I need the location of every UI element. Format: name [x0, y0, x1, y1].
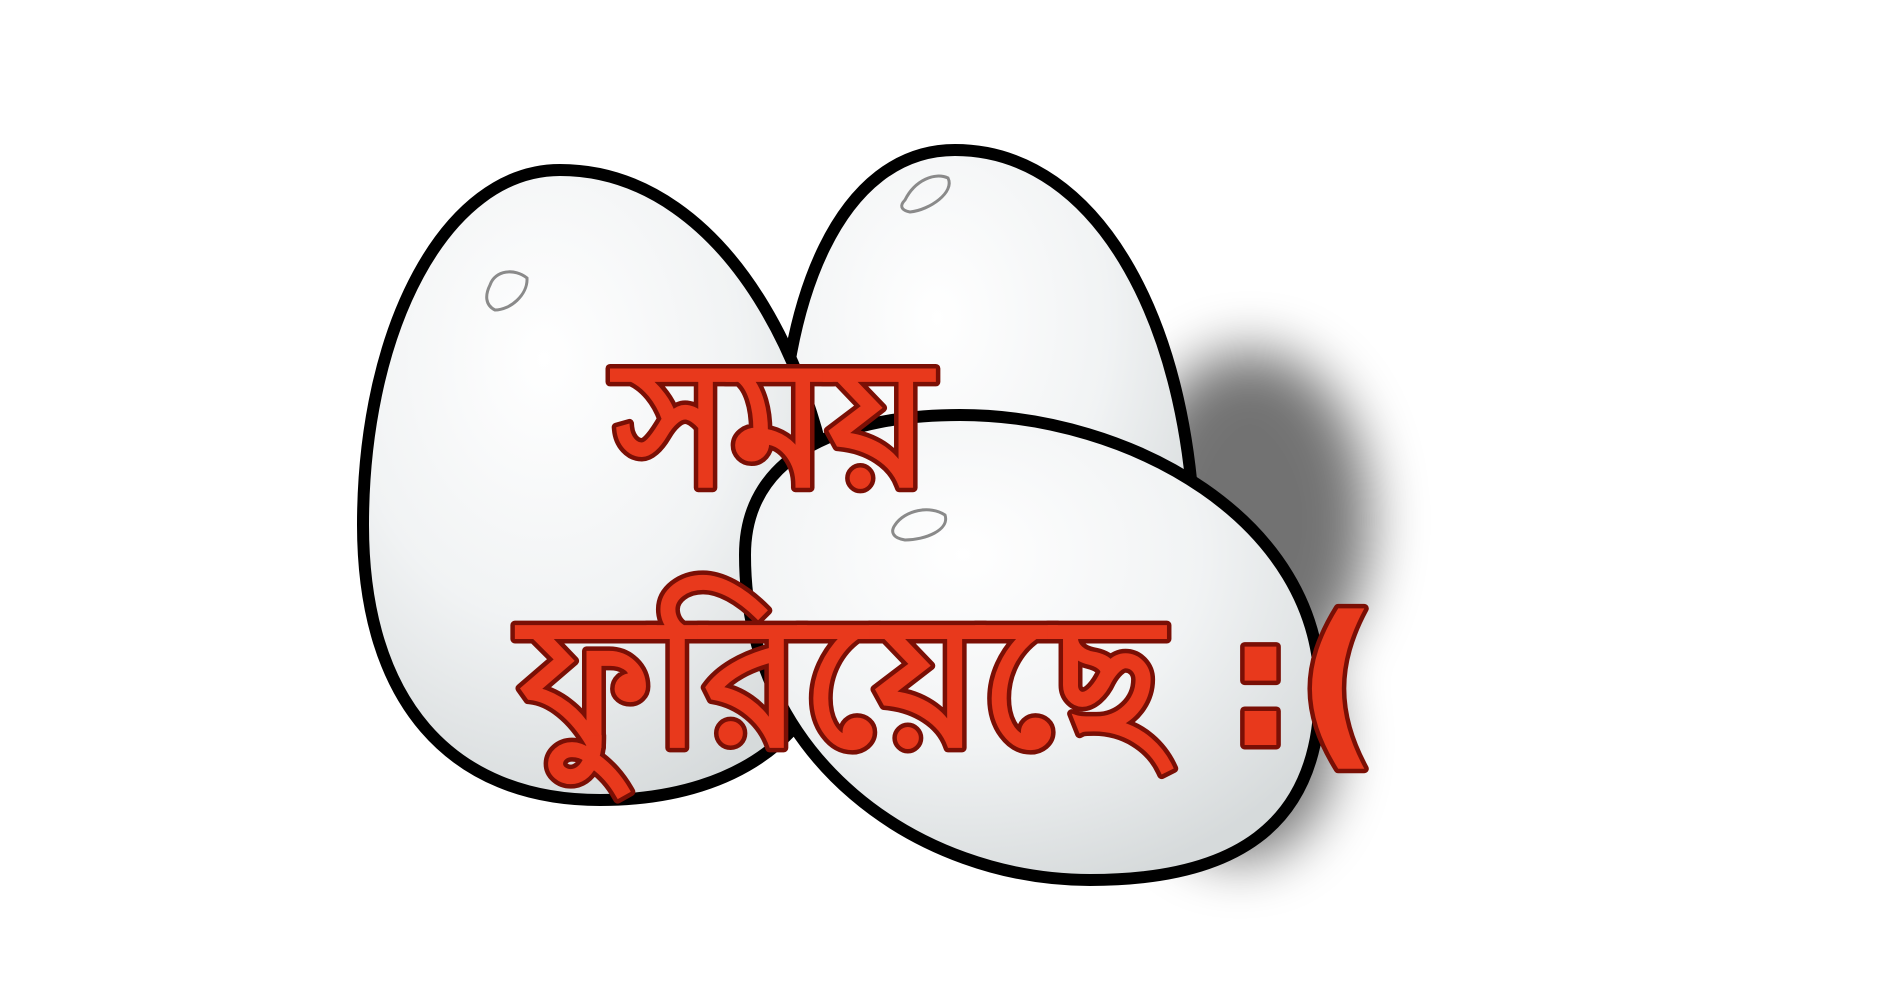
message-line-1: সময় — [615, 324, 931, 527]
message-line-2: ফুরিয়েছে :( — [520, 579, 1379, 788]
